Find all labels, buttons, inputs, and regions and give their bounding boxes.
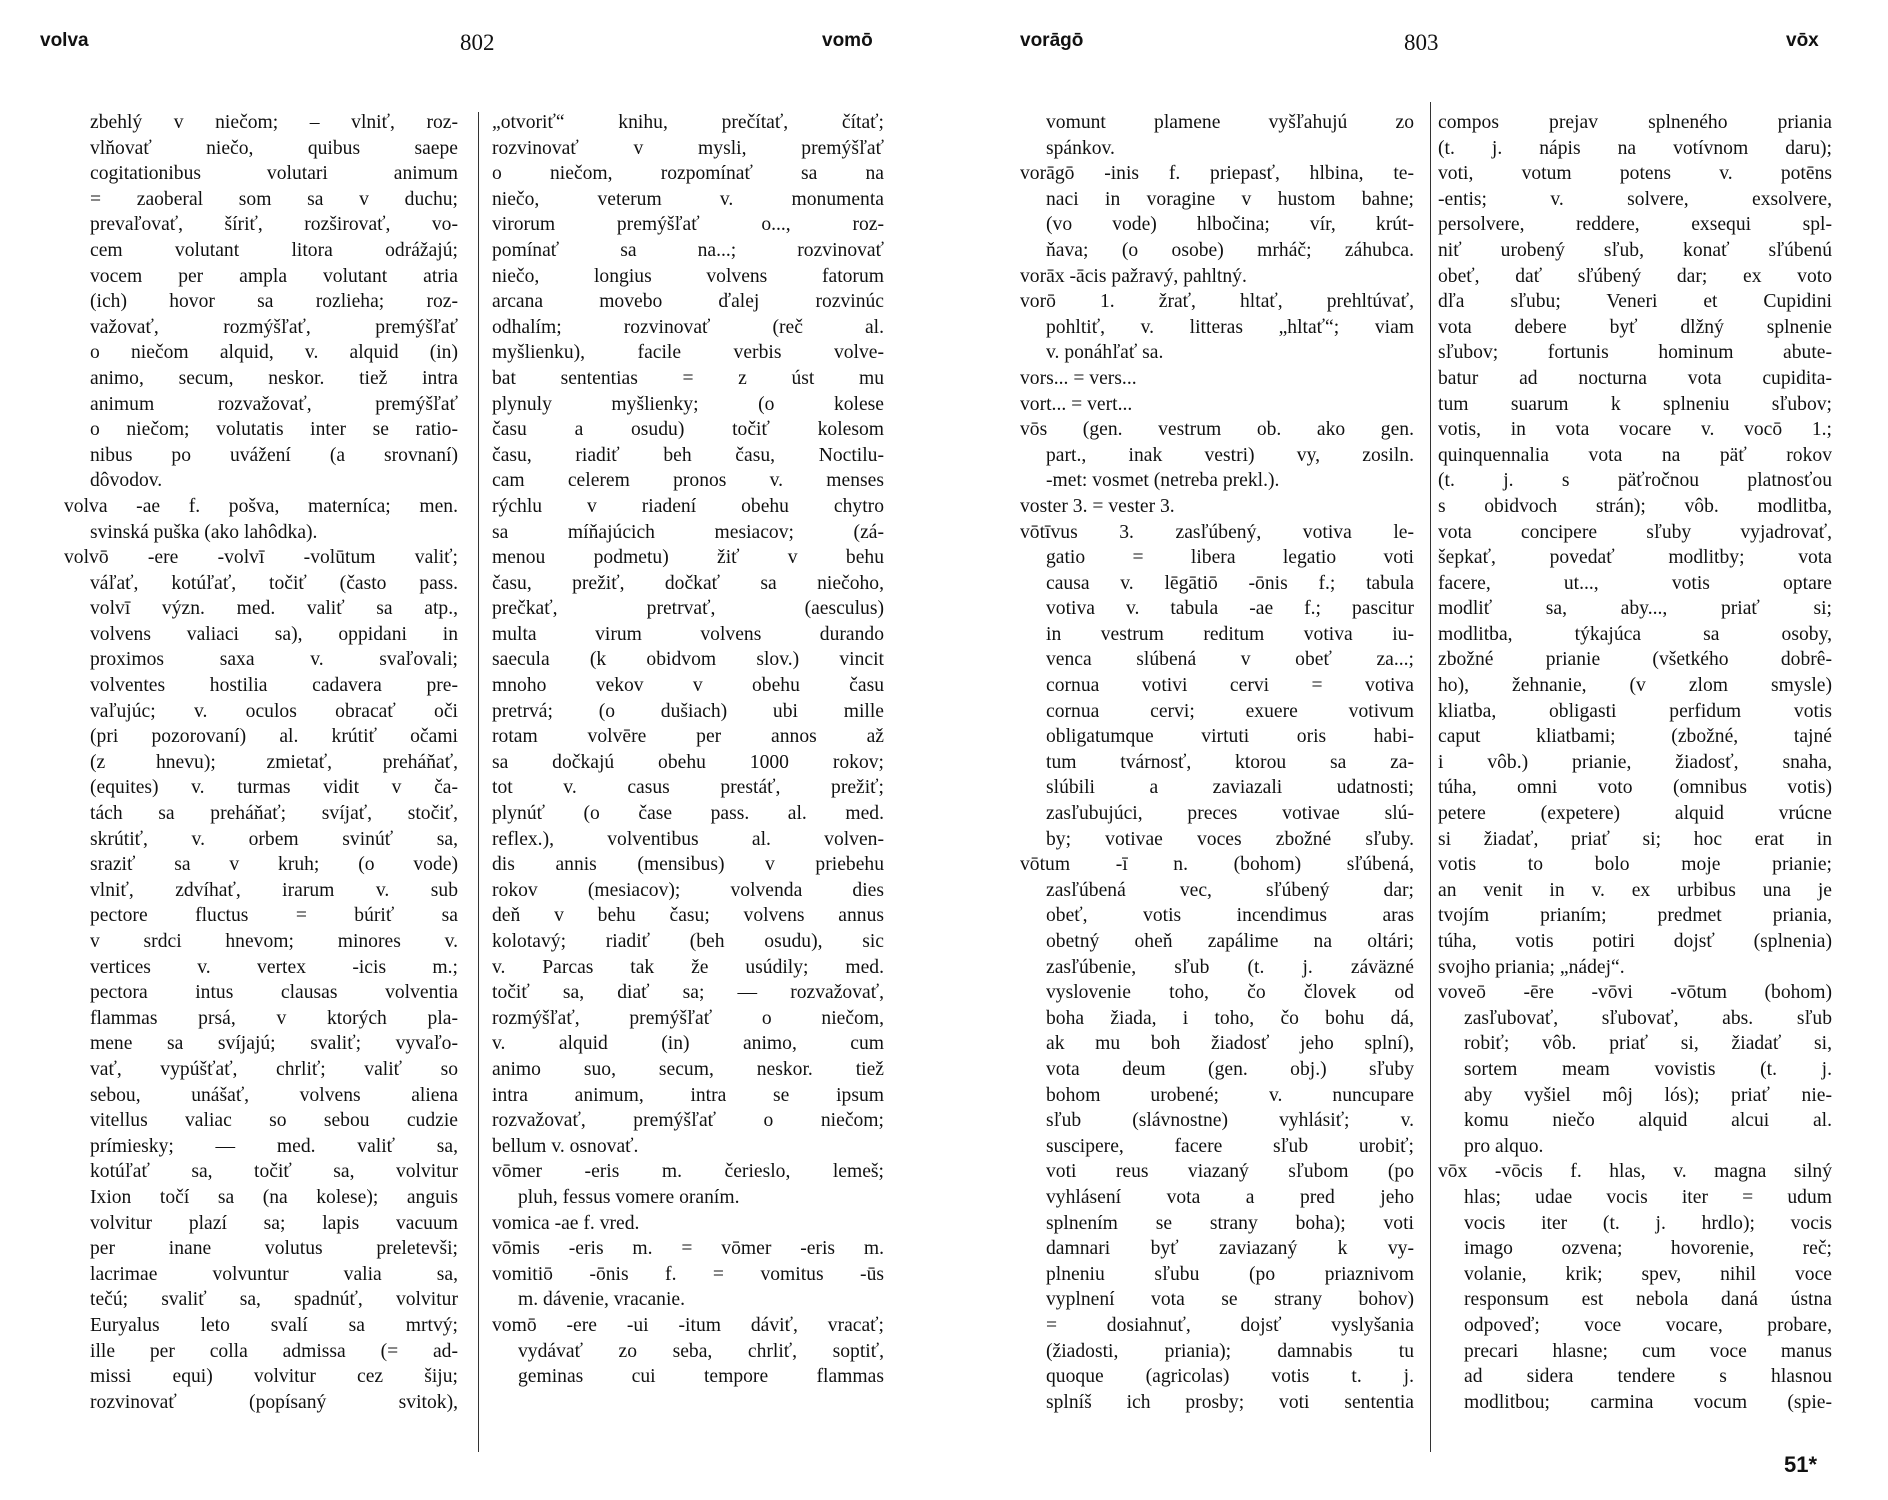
text-line: prevaľovať, šíriť, rozširovať, vo- [90, 214, 458, 236]
text-line: responsum est nebola daná ústna [1464, 1289, 1832, 1311]
column-divider [1430, 102, 1431, 1452]
text-line: geminas cui tempore flammas [518, 1366, 884, 1388]
text-line: svojho priania; „nádej“. [1438, 956, 1625, 978]
text-line: pro alquo. [1464, 1135, 1544, 1157]
text-line: obligatumque virtuti oris habi- [1046, 726, 1414, 748]
text-line: volvens valiaci sa), oppidani in [90, 623, 458, 645]
text-line: sa míňajúcich mesiacov; (zá- [492, 521, 884, 543]
text-line: sľub (slávnostne) vyhlásiť; v. [1046, 1110, 1414, 1132]
text-line: slúbili a zaviazali udatnosti; [1046, 777, 1414, 799]
text-line: kotúľať sa, točiť sa, volvitur [90, 1161, 458, 1183]
text-line: vort... = vert... [1020, 393, 1133, 415]
text-line: votiva v. tabula -ae f.; pascitur [1046, 598, 1414, 620]
text-line: komu niečo alquid alcui al. [1464, 1110, 1832, 1132]
text-line: váľať, kotúľať, točiť (často pass. [90, 572, 458, 594]
text-line: nibus po uvážení (a srovnaní) [90, 444, 458, 466]
text-line: vocem per ampla volutant atria [90, 265, 458, 287]
text-line: zasľúbenie, sľub (t. j. záväzné [1046, 956, 1414, 978]
text-line: reflex.), volventibus al. volven- [492, 828, 884, 850]
text-line: cam celerem pronos v. menses [492, 470, 884, 492]
text-line: arcana movebo ďalej rozvinúc [492, 291, 884, 313]
text-line: vōtum -ī n. (bohom) sľúbená, [1020, 854, 1414, 876]
text-line: tot v. casus prestáť, prežiť; [492, 777, 884, 799]
text-line: mnoho vekov v obehu času [492, 675, 884, 697]
text-line: vomitiō -ōnis f. = vomitus -ūs [492, 1263, 884, 1285]
text-line: túha, votis potiri dojsť (splnenia) [1438, 931, 1832, 952]
text-line: zasľubujúci, preces votivae slú- [1046, 803, 1414, 825]
text-line: volvitur plazí sa; lapis vacuum [90, 1212, 458, 1234]
right-page-column-2 [1438, 110, 1832, 1415]
text-line: dis annis (mensibus) v priebehu [492, 854, 884, 876]
text-line: voti, votum potens v. potēns [1438, 163, 1832, 185]
text-line: petere (expetere) alquid vrúcne [1438, 803, 1832, 825]
text-line: tečú; svaliť sa, spadnúť, volvitur [90, 1289, 458, 1311]
text-line: cornua votivi cervi = votiva [1046, 675, 1414, 697]
text-line: volva -ae f. pošva, materníca; men. [64, 495, 458, 517]
text-line: rozvinovať (popísaný svitok), [90, 1391, 458, 1413]
text-line: o niečom, rozpomínať sa na [492, 163, 884, 185]
text-line: šepkať, povedať modlitby; vota [1438, 547, 1832, 569]
text-line: zasľúbená vec, sľúbený dar; [1046, 879, 1414, 901]
text-line: volvō -ere -volvī -volūtum valiť; [64, 547, 458, 569]
text-line: animum rozvažovať, premýšľať [90, 393, 458, 415]
right-guide-word-last: vōx [1786, 30, 1819, 51]
text-line: „otvoriť“ knihu, prečítať, čítať; [492, 112, 884, 133]
text-line: skrútiť, v. orbem svinúť sa, [90, 828, 458, 850]
text-line: obeť, dať sľúbený dar; ex voto [1438, 265, 1832, 287]
text-line: Euryalus leto svalí sa mrtvý; [90, 1314, 458, 1336]
text-line: hlas; udae vocis iter = udum [1464, 1186, 1832, 1208]
text-line: mene sa svíjajú; svaliť; vyvaľo- [90, 1033, 458, 1055]
text-line: vertices v. vertex -icis m.; [90, 956, 458, 978]
text-line: vyplnení vota se strany bohov) [1046, 1289, 1414, 1311]
text-line: naci in voragine v hustom bahne; [1046, 188, 1414, 210]
text-line: s obidvoch strán); vôb. modlitba, [1438, 495, 1832, 517]
text-line: Ixion točí sa (na kolese); anguis [90, 1186, 458, 1208]
left-guide-word-first: volva [40, 30, 89, 51]
text-line: vota deum (gen. obj.) sľuby [1046, 1058, 1414, 1080]
right-page-number: 803 [1404, 30, 1439, 55]
text-line: plneniu sľubu (po priaznivom [1046, 1263, 1414, 1285]
text-line: vors... = vers... [1020, 367, 1137, 389]
text-line: sa dočkajú obehu 1000 rokov; [492, 751, 884, 773]
text-line: bellum v. osnovať. [492, 1135, 639, 1157]
left-page-number: 802 [460, 30, 495, 55]
text-line: vocis iter (t. j. hrdlo); vocis [1464, 1212, 1832, 1234]
text-line: (t. j. nápis na votívnom daru); [1438, 137, 1832, 159]
text-line: vyslovenie toho, čo človek od [1046, 982, 1414, 1004]
text-line: obeť, votis incendimus aras [1046, 905, 1414, 927]
printer-signature: 51* [1784, 1452, 1818, 1477]
left-page-column-1 [64, 110, 458, 1415]
text-line: suscipere, facere sľub urobiť; [1046, 1135, 1414, 1157]
text-line: causa v. lēgātiō -ōnis f.; tabula [1046, 572, 1414, 594]
right-guide-word-first: vorāgō [1020, 30, 1084, 51]
right-page-column-1 [1020, 110, 1414, 1415]
text-line: vomunt plamene vyšľahujú zo [1046, 112, 1414, 133]
text-line: túha, omni voto (omnibus votis) [1438, 777, 1832, 799]
text-line: lacrimae volvuntur valia sa, [90, 1263, 458, 1285]
text-line: kliatba, obligasti perfidum votis [1438, 700, 1832, 722]
text-line: modliť sa, aby..., priať si; [1438, 598, 1832, 620]
text-line: per inane volutus preletevši; [90, 1238, 458, 1260]
text-line: sortem meam vovistis (t. j. [1464, 1058, 1832, 1080]
text-line: modlitbou; carmina vocum (spie- [1464, 1391, 1832, 1413]
text-line: o niečom; volutatis inter se ratio- [90, 419, 458, 441]
column-divider [478, 112, 479, 1452]
text-line: vlniť, zdvíhať, irarum v. sub [90, 879, 458, 901]
text-line: pluh, fessus vomere oraním. [518, 1186, 740, 1208]
text-line: vomō -ere -ui -itum dáviť, vracať; [492, 1314, 884, 1336]
text-line: v. alquid (in) animo, cum [492, 1033, 884, 1055]
text-line: kolotavý; riadiť (beh osudu), sic [492, 931, 884, 952]
text-line: niečo, veterum v. monumenta [492, 188, 884, 210]
text-line: prečkať, pretrvať, (aesculus) [492, 598, 884, 620]
text-line: vota debere byť dlžný splnenie [1438, 316, 1832, 338]
text-line: dôvodov. [90, 470, 163, 492]
text-line: missi equi) volvitur cez šiju; [90, 1366, 458, 1388]
text-line: vōtīvus 3. zasľúbený, votiva le- [1020, 521, 1414, 543]
text-line: -entis; v. solvere, exsolvere, [1438, 188, 1832, 210]
text-line: by; votivae voces zbožné sľuby. [1046, 828, 1414, 850]
text-line: vlňovať niečo, quibus saepe [90, 137, 458, 159]
text-line: myšlienku), facile verbis volve- [492, 342, 884, 364]
left-guide-word-last: vomō [822, 30, 873, 51]
text-line: part., inak vestri) vy, zosiln. [1046, 444, 1414, 466]
text-line: vorāx -ācis pažravý, pahltný. [1020, 265, 1247, 287]
text-line: facere, ut..., votis optare [1438, 572, 1832, 594]
text-line: proximos saxa v. svaľovali; [90, 649, 458, 671]
text-line: aby vyšiel môj lós); priať nie- [1464, 1084, 1832, 1106]
text-line: persolvere, reddere, exsequi spl- [1438, 214, 1832, 236]
text-line: o niečom alquid, v. alquid (in) [90, 342, 458, 364]
text-line: precari hlasne; cum voce manus [1464, 1340, 1832, 1362]
text-line: vomica -ae f. vred. [492, 1212, 640, 1234]
text-line: cogitationibus volutari animum [90, 163, 458, 185]
text-line: plynúť (o čase pass. al. med. [492, 803, 884, 825]
text-line: vorō 1. žrať, hltať, prehltúvať, [1020, 291, 1414, 313]
text-line: vydávať zo seba, chrliť, soptiť, [518, 1340, 884, 1362]
text-line: vaľujúc; v. oculos obracať oči [90, 700, 458, 722]
text-line: vōmis -eris m. = vōmer -eris m. [492, 1238, 884, 1260]
text-line: ak mu boh žiadosť jeho splní), [1046, 1033, 1414, 1055]
text-line: vyhlásení vota a pred jeho [1046, 1186, 1414, 1208]
text-line: (t. j. s päťročnou platnosťou [1438, 470, 1832, 492]
text-line: voster 3. = vester 3. [1020, 495, 1175, 517]
text-line: rozvinovať v mysli, premýšľať [492, 137, 884, 159]
text-line: prímiesky; — med. valiť sa, [90, 1135, 458, 1157]
text-line: vōmer -eris m. čerieslo, lemeš; [492, 1161, 884, 1183]
text-line: modlitba, týkajúca sa osoby, [1438, 623, 1832, 645]
text-line: saecula (k obidvom slov.) vincit [492, 649, 884, 671]
text-line: tách sa preháňať; svíjať, stočiť, [90, 803, 458, 825]
text-line: zbehlý v niečom; – vlniť, roz- [90, 112, 458, 133]
text-line: animo, secum, neskor. tiež intra [90, 367, 458, 389]
text-line: volanie, krik; spev, nihil voce [1464, 1263, 1832, 1285]
text-line: splnením se strany boha); voti [1046, 1212, 1414, 1234]
text-line: volvī význ. med. valiť sa atp., [90, 598, 458, 620]
text-line: vitellus valiac so sebou cudzie [90, 1110, 458, 1132]
text-line: niečo, longius volvens fatorum [492, 265, 884, 287]
text-line: ňava; (o osobe) mrháč; záhubca. [1046, 239, 1414, 261]
text-line: cem volutant litora odrážajú; [90, 239, 458, 261]
text-line: intra animum, intra se ipsum [492, 1084, 884, 1106]
text-line: vorāgō -inis f. priepasť, hlbina, te- [1020, 163, 1414, 185]
text-line: -met: vosmet (netreba prekl.). [1046, 470, 1280, 492]
text-line: votis, in vota vocare v. vocō 1.; [1438, 419, 1832, 441]
text-line: rýchlu v riadení obehu chytro [492, 495, 884, 517]
text-line: tum tvárnosť, ktorou sa za- [1046, 751, 1414, 773]
text-line: sraziť sa v kruh; (o vode) [90, 854, 458, 876]
text-line: deň v behu času; volvens annus [492, 905, 884, 927]
text-line: (pri pozorovaní) al. krútiť očami [90, 726, 458, 748]
text-line: caput kliatbami; (zbožné, tajné [1438, 726, 1832, 748]
text-line: damnari byť zaviazaný k vy- [1046, 1238, 1414, 1260]
text-line: cornua cervi; exuere votivum [1046, 700, 1414, 722]
text-line: compos prejav splneného priania [1438, 112, 1832, 133]
text-line: plynuly myšlienky; (o kolese [492, 393, 884, 415]
text-line: multa virum volvens durando [492, 623, 884, 645]
right-page [944, 0, 1888, 1500]
text-line: pomínať sa na...; rozvinovať [492, 239, 884, 261]
text-line: važovať, rozmýšľať, premýšľať [90, 316, 458, 338]
text-line: quinquennalia vota na päť rokov [1438, 444, 1832, 466]
text-line: sľubov; fortunis hominum abute- [1438, 342, 1832, 364]
text-line: menou podmetu) žiť v behu [492, 547, 884, 569]
text-line: vota concipere sľuby vyjadrovať, [1438, 521, 1832, 543]
text-line: dľa sľubu; Veneri et Cupidini [1438, 291, 1832, 313]
text-line: = zaoberal som sa v duchu; [90, 188, 458, 210]
text-line: točiť sa, diať sa; — rozvažovať, [492, 982, 884, 1004]
text-line: volventes hostilia cadavera pre- [90, 675, 458, 697]
text-line: rotam volvēre per annos až [492, 726, 884, 748]
text-line: voveō -ēre -vōvi -vōtum (bohom) [1438, 982, 1832, 1004]
text-line: si žiadať, priať si; hoc erat in [1438, 828, 1832, 850]
text-line: zbožné prianie (všetkého dobrê- [1438, 649, 1832, 671]
text-line: vōs (gen. vestrum ob. ako gen. [1020, 419, 1414, 441]
text-line: pohltiť, v. litteras „hltať“; viam [1046, 316, 1414, 338]
text-line: vōx -vōcis f. hlas, v. magna silný [1438, 1161, 1832, 1183]
text-line: odpoveď; voce vocare, probare, [1464, 1314, 1832, 1336]
text-line: pectora intus clausas volventia [90, 982, 458, 1004]
text-line: = dosiahnuť, dojsť vyslyšania [1046, 1314, 1414, 1336]
text-line: času a osudu) točiť kolesom [492, 419, 884, 441]
text-line: venca slúbená v obeť za...; [1046, 649, 1414, 671]
text-line: splníš ich prosby; voti sententia [1046, 1391, 1414, 1413]
text-line: času, riadiť beh času, Noctilu- [492, 444, 884, 466]
text-line: (vo vode) hlbočina; vír, krút- [1046, 214, 1414, 236]
text-line: votis to bolo moje prianie; [1438, 854, 1832, 876]
text-line: quoque (agricolas) votis t. j. [1046, 1366, 1414, 1388]
text-line: boha žiada, i toho, čo bohu dá, [1046, 1007, 1414, 1029]
text-line: pectore fluctus = búriť sa [90, 905, 458, 927]
text-line: voti reus viazaný sľubom (po [1046, 1161, 1414, 1183]
text-line: vať, vypúšťať, chrliť; valiť so [90, 1058, 458, 1080]
text-line: robiť; vôb. priať si, žiadať si, [1464, 1033, 1832, 1055]
text-line: sebou, unášať, volvens aliena [90, 1084, 458, 1106]
text-line: (žiadosti, priania); damnabis tu [1046, 1340, 1414, 1362]
text-line: flammas prsá, v ktorých pla- [90, 1007, 458, 1029]
text-line: virorum premýšľať o..., roz- [492, 214, 884, 236]
text-line: imago ozvena; hovorenie, reč; [1464, 1238, 1832, 1260]
text-line: m. dávenie, vracanie. [518, 1289, 686, 1311]
text-line: v. Parcas tak že usúdily; med. [492, 956, 884, 978]
text-line: niť urobený sľub, konať sľúbenú [1438, 239, 1832, 261]
text-line: obetný oheň zapálime na oltári; [1046, 931, 1414, 952]
text-line: v srdci hnevom; minores v. [90, 931, 458, 952]
text-line: odhalím; rozvinovať (reč al. [492, 316, 884, 338]
text-line: rozmýšľať, premýšľať o niečom, [492, 1007, 884, 1029]
text-line: rozvažovať, premýšľať o niečom; [492, 1110, 884, 1132]
text-line: spánkov. [1046, 137, 1115, 159]
text-line: ille per colla admissa (= ad- [90, 1340, 458, 1362]
text-line: bohom urobené; v. nuncupare [1046, 1084, 1414, 1106]
text-line: času, prežiť, dočkať sa niečoho, [492, 572, 884, 594]
text-line: tvojím prianím; predmet priania, [1438, 905, 1832, 927]
text-line: in vestrum reditum votiva iu- [1046, 623, 1414, 645]
text-line: v. ponáhľať sa. [1046, 342, 1164, 364]
text-line: i vôb.) prianie, žiadosť, snaha, [1438, 751, 1832, 773]
text-line: rokov (mesiacov); volvenda dies [492, 879, 884, 901]
text-line: svinská puška (ako lahôdka). [90, 521, 318, 543]
text-line: gatio = libera legatio voti [1046, 547, 1414, 569]
text-line: animo suo, secum, neskor. tiež [492, 1058, 884, 1080]
text-line: batur ad nocturna vota cupidita- [1438, 367, 1832, 389]
text-line: an venit in v. ex urbibus una je [1438, 879, 1832, 901]
text-line: (ich) hovor sa rozlieha; roz- [90, 291, 458, 313]
text-line: zasľubovať, sľubovať, abs. sľub [1464, 1007, 1832, 1029]
text-line: (equites) v. turmas vidit v ča- [90, 777, 458, 799]
text-line: tum suarum k splneniu sľubov; [1438, 393, 1832, 415]
left-page-column-2 [492, 110, 884, 1390]
text-line: ho), žehnanie, (v zlom smysle) [1438, 675, 1832, 697]
text-line: ad sidera tendere s hlasnou [1464, 1366, 1832, 1388]
text-line: (z hnevu); zmietať, preháňať, [90, 751, 458, 773]
text-line: bat sententias = z úst mu [492, 367, 884, 389]
text-line: pretrvá; (o dušiach) ubi mille [492, 700, 884, 722]
